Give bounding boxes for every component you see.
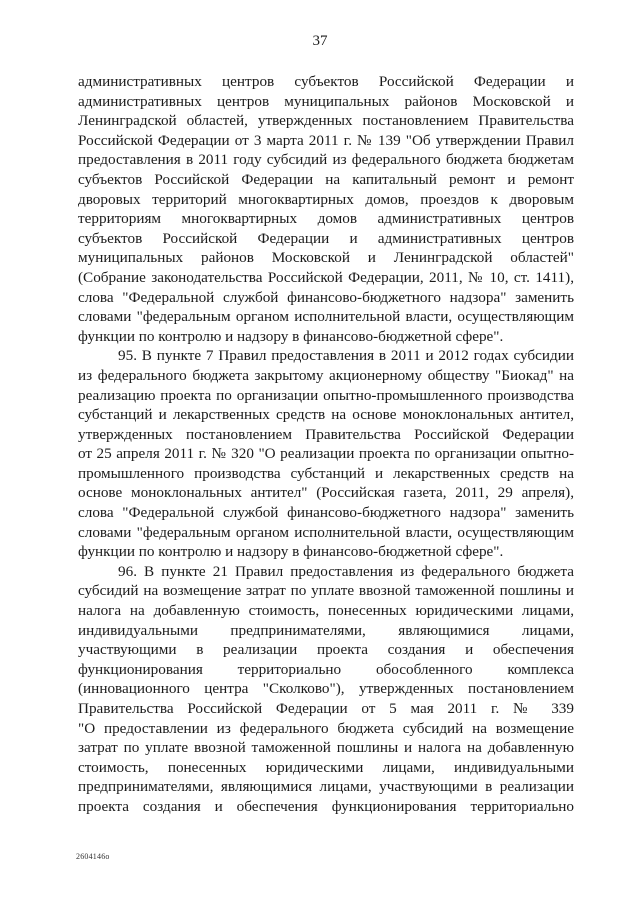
text-line: Правительства Российской Федерации от 5 мая 2011 г. № 339	[78, 700, 574, 717]
text-line: административных центров муниципальных районов Московской и	[78, 92, 574, 110]
page-number: 37	[312, 33, 328, 49]
text-line: функции по контролю и надзору в финансово-бюджетной сфере".	[78, 543, 504, 561]
text-line: функции по контролю и надзору в финансово-бюджетной сфере".	[78, 327, 504, 345]
text-line: словами "федеральным органом исполнительной власти, осуществляющим	[78, 308, 574, 326]
text-line: утвержденных постановлением Правительства Российской Федерации	[78, 425, 574, 443]
text-line: функционирования территориально обособленного комплекса	[78, 660, 574, 678]
text-line: дворовых территорий многоквартирных домов, проездов к дворовым	[78, 190, 574, 208]
text-line: слова "Федеральной службой финансово-бюджетного надзора" заменить	[78, 504, 574, 522]
text-line: словами "федеральным органом исполнительной власти, осуществляющим	[78, 523, 574, 541]
text-line: субсидий на возмещение затрат по уплате ввозной таможенной пошлины и	[78, 582, 574, 600]
text-line: проекта создания и обеспечения функционирования территориально	[78, 797, 574, 815]
text-line: 96. В пункте 21 Правил предоставления из федерального бюджета	[118, 562, 574, 580]
text-line: предпринимателями, являющимися лицами, участвующими в реализации	[78, 778, 574, 796]
text-line: (инновационного центра "Сколково"), утвержденных постановлением	[78, 680, 574, 698]
text-line: территориям многоквартирных домов административных центров	[78, 210, 574, 228]
text-line: слова "Федеральной службой финансово-бюджетного надзора" заменить	[78, 288, 574, 306]
text-line: индивидуальными предпринимателями, являющимися лицами,	[78, 621, 574, 639]
text-line: затрат по уплате ввозной таможенной пошлины и налога на добавленную	[78, 739, 574, 757]
text-line: 95. В пункте 7 Правил предоставления в 2011 и 2012 годах субсидии	[118, 347, 574, 365]
text-line: участвующими в реализации проекта создания и обеспечения	[78, 641, 574, 659]
text-line: "О предоставлении из федерального бюджета субсидий на возмещение	[78, 719, 574, 737]
text-line: реализацию проекта по организации опытно-промышленного производства	[78, 386, 574, 404]
text-line: из федерального бюджета закрытому акционерному обществу "Биокад" на	[78, 366, 574, 384]
paragraph-continuation	[78, 72, 574, 346]
paragraph-95	[78, 346, 574, 562]
text-line: Ленинградской областей, утвержденных постановлением Правительства	[78, 112, 574, 130]
text-line: промышленного производства субстанций и лекарственных средств на	[78, 464, 574, 482]
text-line: от 25 апреля 2011 г. № 320 "О реализации проекта по организации опытно-	[78, 445, 574, 463]
text-line: предоставления в 2011 году субсидий из федерального бюджета бюджетам	[78, 151, 574, 169]
document-code: 2604146о	[76, 852, 110, 861]
text-line: основе моноклональных антител" (Российская газета, 2011, 29 апреля),	[78, 484, 574, 502]
paragraph-96	[78, 562, 574, 817]
text-line: налога на добавленную стоимость, понесенных юридическими лицами,	[78, 602, 574, 620]
text-line: стоимость, понесенных юридическими лицами, индивидуальными	[78, 758, 574, 776]
text-line: субъектов Российской Федерации на капитальный ремонт и ремонт	[78, 170, 574, 188]
text-line: административных центров субъектов Российской Федерации и	[78, 73, 574, 90]
text-line: Российской Федерации от 3 марта 2011 г. № 139 "Об утверждении Правил	[78, 131, 574, 149]
text-line: (Собрание законодательства Российской Федерации, 2011, № 10, ст. 1411),	[78, 268, 574, 286]
text-line: муниципальных районов Московской и Ленинградской областей"	[78, 249, 574, 267]
text-line: субстанций и лекарственных средств на основе моноклональных антител,	[78, 406, 574, 424]
text-line: субъектов Российской Федерации и административных центров	[78, 229, 574, 247]
body-text	[78, 72, 574, 817]
